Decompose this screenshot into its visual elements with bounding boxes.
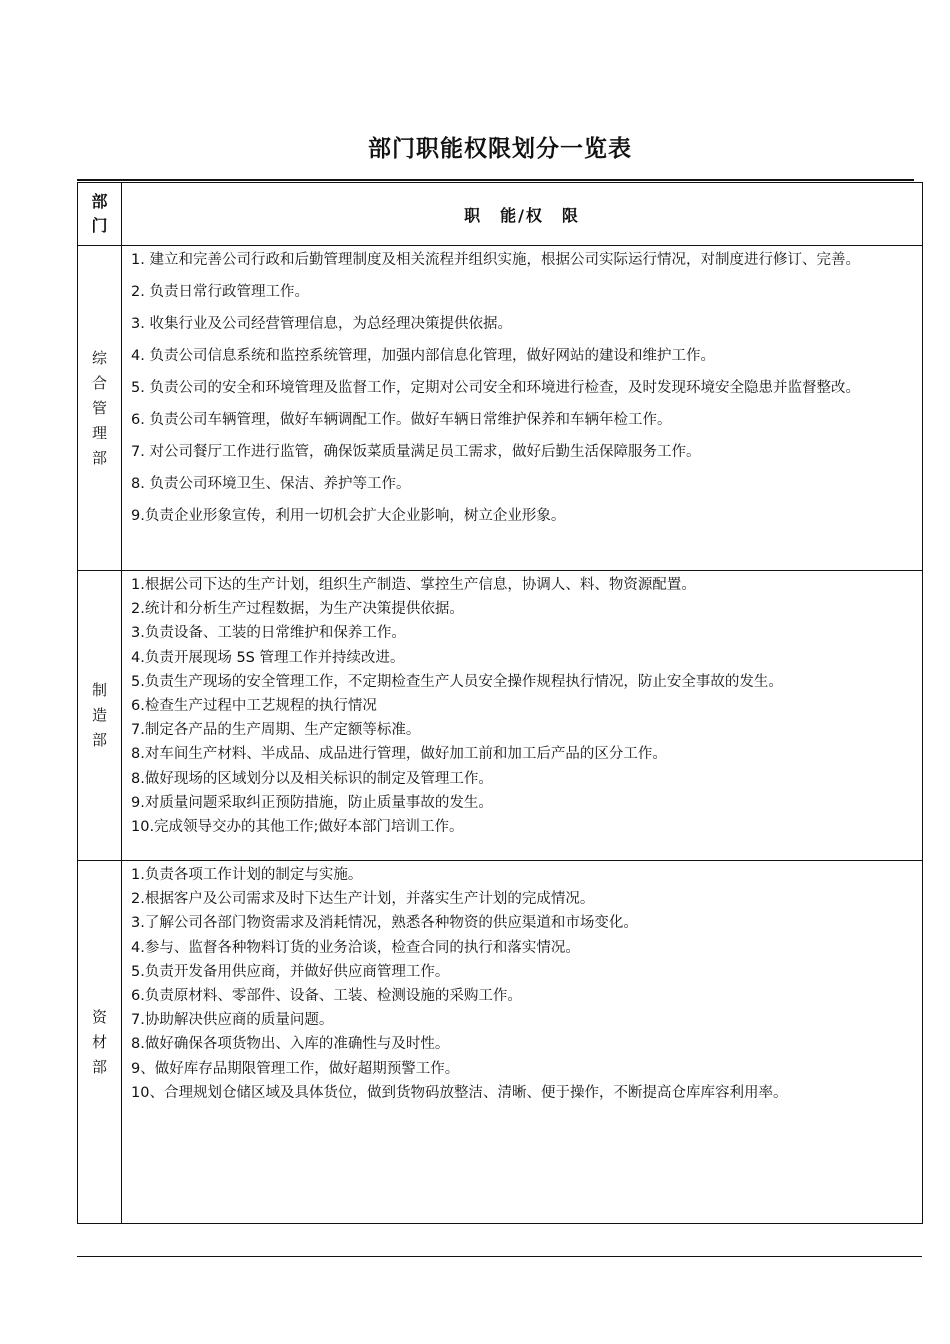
duty-item: 10、合理规划仓储区域及具体货位，做到货物码放整洁、清晰、便于操作，不断提高仓库库容利用率。 <box>131 1084 788 1101</box>
page-title: 部门职能权限划分一览表 <box>368 136 632 162</box>
duty-item: 3.负责设备、工装的日常维护和保养工作。 <box>131 625 406 642</box>
duty-item: 6.检查生产过程中工艺规程的执行情况 <box>131 698 377 715</box>
duty-item: 2.根据客户及公司需求及时下达生产计划，并落实生产计划的完成情况。 <box>131 891 595 908</box>
duty-item: 2.统计和分析生产过程数据，为生产决策提供依据。 <box>131 601 464 618</box>
duty-item: 3. 收集行业及公司经营管理信息，为总经理决策提供依据。 <box>131 316 512 332</box>
dept-name-cell <box>78 571 122 861</box>
duty-list <box>122 246 923 571</box>
duty-item: 8.做好现场的区域划分以及相关标识的制定及管理工作。 <box>131 770 493 787</box>
table-header-row <box>78 183 923 246</box>
duty-item: 1. 建立和完善公司行政和后勤管理制度及相关流程并组织实施，根据公司实际运行情况，对制度进行修订、完善。 <box>131 252 860 268</box>
duty-item: 9、做好库存品期限管理工作，做好超期预警工作。 <box>131 1060 460 1077</box>
duty-item: 5.负责开发备用供应商，并做好供应商管理工作。 <box>131 963 450 980</box>
section-row-admin <box>78 246 923 571</box>
duty-item: 7. 对公司餐厅工作进行监管，确保饭菜质量满足员工需求，做好后勤生活保障服务工作。 <box>131 444 701 460</box>
duty-item: 8. 负责公司环境卫生、保洁、养护等工作。 <box>131 476 411 492</box>
duty-item: 4. 负责公司信息系统和监控系统管理，加强内部信息化管理，做好网站的建设和维护工作。 <box>131 348 715 364</box>
dept-name-cell <box>78 246 122 571</box>
dept-name-cell <box>78 861 122 1224</box>
duty-list <box>122 571 923 861</box>
duty-table <box>77 182 923 1224</box>
duty-item: 6. 负责公司车辆管理，做好车辆调配工作。做好车辆日常维护保养和车辆年检工作。 <box>131 412 672 428</box>
duty-list <box>122 861 923 1224</box>
dept-name: 制造部 <box>91 681 107 749</box>
duty-item: 9.对质量问题采取纠正预防措施，防止质量事故的发生。 <box>131 794 493 811</box>
section-row-manufacturing <box>78 571 923 861</box>
duty-item: 7.协助解决供应商的质量问题。 <box>131 1012 334 1029</box>
duty-item: 4.负责开展现场 5S 管理工作并持续改进。 <box>131 649 405 666</box>
duty-item: 8.对车间生产材料、半成品、成品进行管理，做好加工前和加工后产品的区分工作。 <box>131 746 667 763</box>
duty-item: 5.负责生产现场的安全管理工作，不定期检查生产人员安全操作规程执行情况，防止安全事故的发生。 <box>131 673 783 690</box>
duty-item: 6.负责原材料、零部件、设备、工装、检测设施的采购工作。 <box>131 988 522 1005</box>
dept-header-char: 部 <box>91 192 108 211</box>
dept-name: 综合管理部 <box>91 348 107 467</box>
top-rule <box>77 179 914 181</box>
duty-item: 1.负责各项工作计划的制定与实施。 <box>131 867 363 883</box>
duty-column-header: 职 能/权 限 <box>122 183 923 246</box>
duty-item: 8.做好确保各项货物出、入库的准确性与及时性。 <box>131 1036 450 1053</box>
dept-header-char: 门 <box>91 216 108 235</box>
duty-item: 10.完成领导交办的其他工作;做好本部门培训工作。 <box>131 819 464 836</box>
duty-item: 5. 负责公司的安全和环境管理及监督工作，定期对公司安全和环境进行检查，及时发现环境安全隐患并监督整改。 <box>131 380 860 396</box>
dept-name: 资材部 <box>91 1007 107 1076</box>
duty-item: 3.了解公司各部门物资需求及消耗情况，熟悉各种物资的供应渠道和市场变化。 <box>131 915 638 932</box>
bottom-rule <box>77 1256 922 1257</box>
duty-item: 7.制定各产品的生产周期、生产定额等标准。 <box>131 722 421 739</box>
dept-column-header <box>78 183 122 246</box>
duty-item: 4.参与、监督各种物料订货的业务洽谈，检查合同的执行和落实情况。 <box>131 939 580 956</box>
duty-item: 1.根据公司下达的生产计划，组织生产制造、掌控生产信息，协调人、料、物资源配置。 <box>131 577 696 593</box>
duty-item: 2. 负责日常行政管理工作。 <box>131 284 309 300</box>
section-row-materials <box>78 861 923 1224</box>
duty-item: 9.负责企业形象宣传，利用一切机会扩大企业影响，树立企业形象。 <box>131 508 566 524</box>
